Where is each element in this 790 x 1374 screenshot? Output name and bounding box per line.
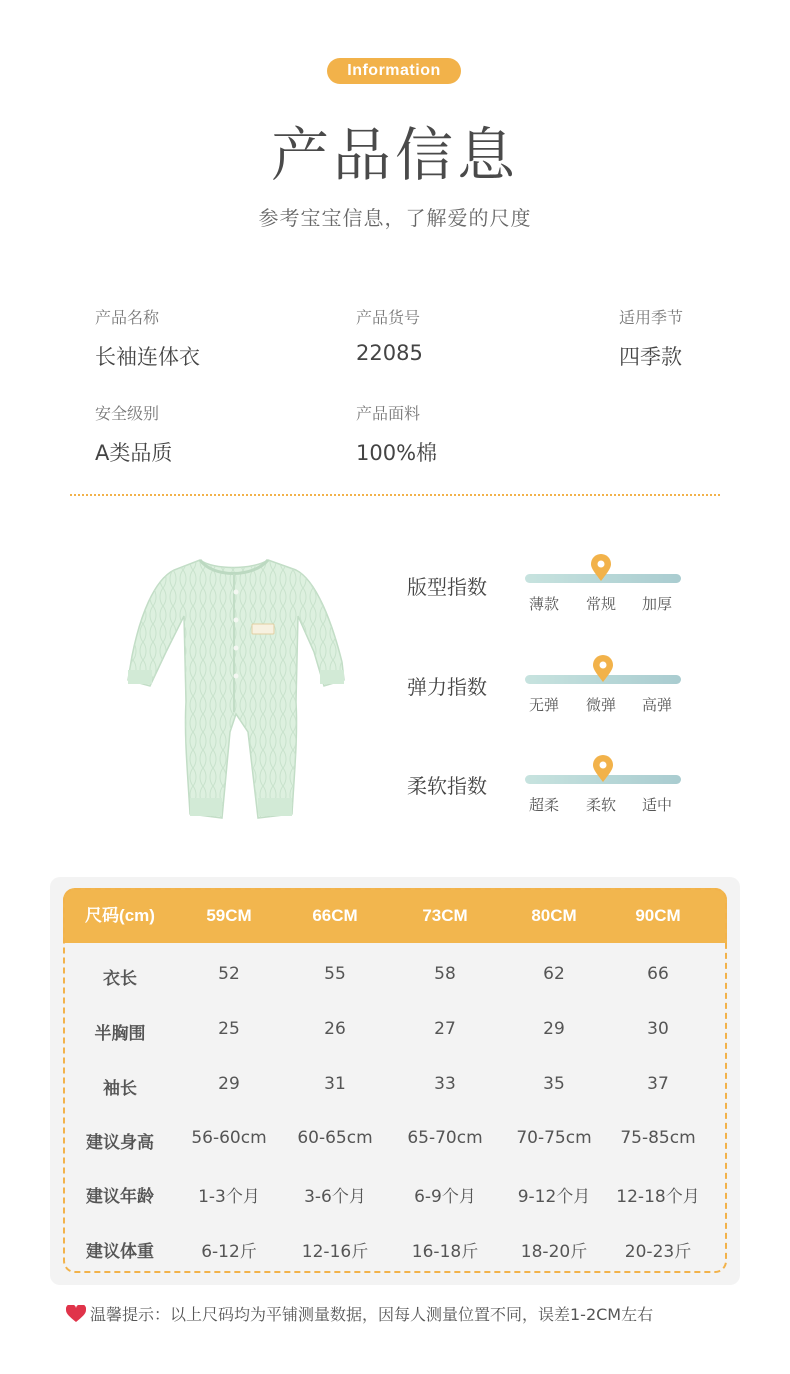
fit-index-scale-thin: 薄款 [529, 595, 560, 613]
softness-index-marker-icon [592, 755, 614, 783]
size-cell: 12-18个月 [616, 1187, 700, 1207]
size-cell: 56-60cm [191, 1128, 267, 1148]
size-row-label: 建议体重 [86, 1242, 154, 1262]
size-cell: 70-75cm [516, 1128, 592, 1148]
size-cell: 18-20斤 [520, 1242, 588, 1262]
size-cell: 29 [218, 1074, 240, 1094]
dotted-divider [70, 494, 720, 496]
softness-index-scale-moderate: 适中 [642, 796, 673, 814]
size-header-3: 73CM [422, 906, 468, 925]
size-cell: 52 [218, 964, 240, 984]
size-cell: 3-6个月 [304, 1187, 366, 1207]
size-header-2: 66CM [312, 906, 358, 925]
fit-index-marker-icon [590, 554, 612, 582]
size-cell: 29 [543, 1019, 565, 1039]
product-safety-label: 安全级别 [95, 404, 160, 423]
size-cell: 65-70cm [407, 1128, 483, 1148]
product-name-value: 长袖连体衣 [95, 345, 200, 369]
size-cell: 35 [543, 1074, 565, 1094]
size-cell: 16-18斤 [411, 1242, 479, 1262]
fit-index-scale-regular: 常规 [586, 595, 617, 613]
size-cell: 58 [434, 964, 456, 984]
size-cell: 1-3个月 [198, 1187, 260, 1207]
size-cell: 33 [434, 1074, 456, 1094]
stretch-index-scale-none: 无弹 [529, 696, 560, 714]
size-cell: 20-23斤 [624, 1242, 692, 1262]
size-header-label: 尺码(cm) [85, 906, 155, 925]
size-cell: 30 [647, 1019, 669, 1039]
tip-note [66, 1302, 653, 1325]
softness-index-scale-soft: 柔软 [586, 796, 617, 814]
size-cell: 25 [218, 1019, 240, 1039]
size-cell: 31 [324, 1074, 346, 1094]
stretch-index-scale-high: 高弹 [642, 696, 673, 714]
size-row-label: 半胸围 [94, 1024, 146, 1044]
stretch-index-label: 弹力指数 [407, 675, 487, 699]
size-header-1: 59CM [206, 906, 252, 925]
softness-index-label: 柔软指数 [407, 774, 487, 798]
heart-icon [66, 1305, 86, 1323]
page-title: 产品信息 [270, 121, 519, 189]
size-row-label: 建议身高 [86, 1133, 154, 1153]
size-cell: 27 [434, 1019, 456, 1039]
page-subtitle: 参考宝宝信息，了解爱的尺度 [258, 206, 532, 230]
fit-index-label: 版型指数 [407, 575, 487, 599]
softness-index-scale-super-soft: 超柔 [529, 796, 560, 814]
tip-note-text: 温馨提示：以上尺码均为平铺测量数据，因每人测量位置不同，误差1-2CM左右 [90, 1305, 654, 1324]
product-fabric-label: 产品面料 [356, 404, 421, 423]
product-season-label: 适用季节 [619, 308, 684, 327]
product-name-label: 产品名称 [95, 308, 160, 327]
size-row-label: 建议年龄 [86, 1187, 154, 1207]
size-cell: 26 [324, 1019, 346, 1039]
product-season-value: 四季款 [619, 345, 682, 369]
product-sku-value: 22085 [356, 341, 423, 365]
information-badge: Information [327, 58, 461, 84]
size-row-label: 袖长 [103, 1079, 137, 1099]
size-cell: 62 [543, 964, 565, 984]
fit-index-scale-thick: 加厚 [642, 595, 673, 613]
size-cell: 55 [324, 964, 346, 984]
product-safety-value: A类品质 [95, 441, 173, 465]
stretch-index-scale-slight: 微弹 [586, 696, 617, 714]
size-cell: 9-12个月 [517, 1187, 591, 1207]
size-cell: 12-16斤 [301, 1242, 369, 1262]
size-cell: 75-85cm [620, 1128, 696, 1148]
romper-body [128, 560, 344, 818]
size-row-label: 衣长 [103, 969, 137, 989]
size-header-5: 90CM [635, 906, 681, 925]
size-cell: 37 [647, 1074, 669, 1094]
product-sku-label: 产品货号 [356, 308, 421, 327]
product-fabric-value: 100%棉 [356, 441, 438, 465]
size-cell: 66 [647, 964, 669, 984]
size-cell: 6-12斤 [201, 1242, 257, 1262]
size-header-4: 80CM [531, 906, 577, 925]
stretch-index-marker-icon [592, 655, 614, 683]
size-cell: 60-65cm [297, 1128, 373, 1148]
romper-image [118, 552, 350, 828]
size-cell: 6-9个月 [414, 1187, 476, 1207]
